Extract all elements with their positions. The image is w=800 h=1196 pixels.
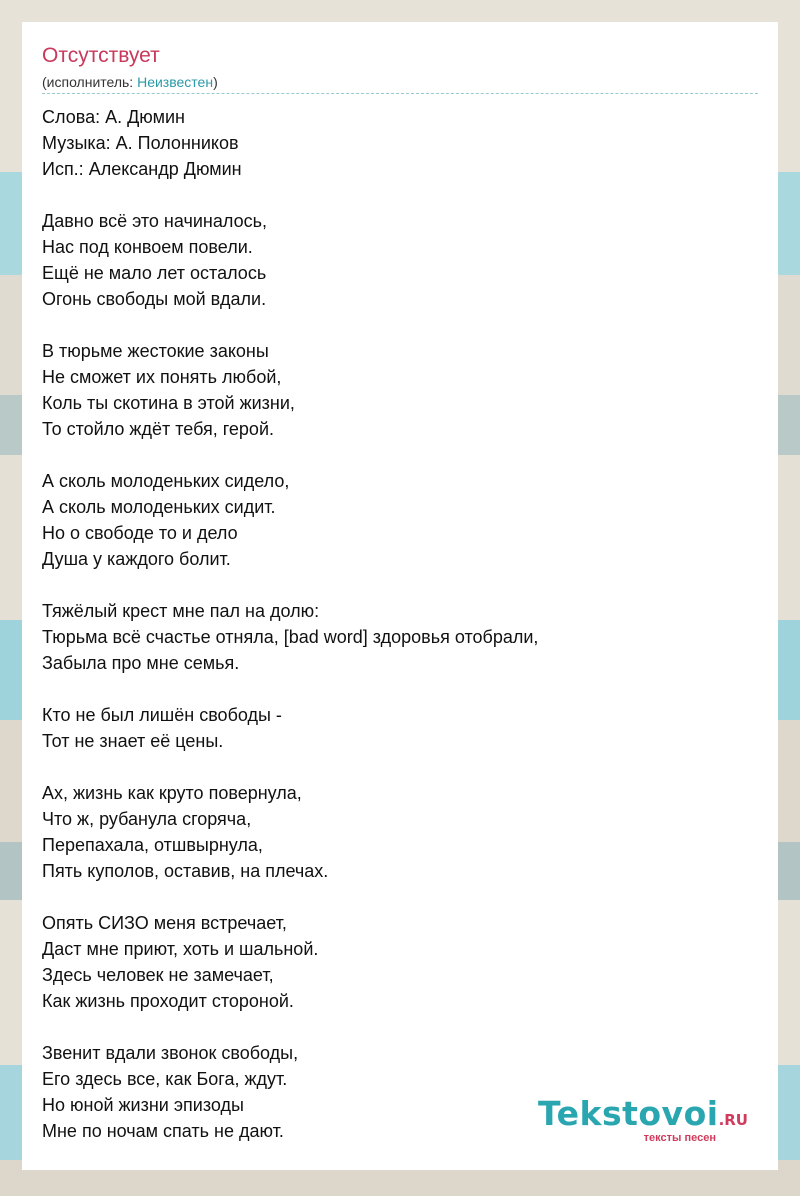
lyrics-line	[42, 754, 762, 780]
lyrics-line: Забыла про мне семья.	[42, 653, 240, 673]
lyrics-line: Ах, жизнь как круто повернула,	[42, 783, 302, 803]
lyrics-text	[42, 104, 762, 1144]
lyrics-line: То стойло ждёт тебя, герой.	[42, 419, 274, 439]
lyrics-line: Исп.: Александр Дюмин	[42, 159, 242, 179]
lyrics-line: А сколь молоденьких сидело,	[42, 471, 290, 491]
lyrics-line: Музыка: А. Полонников	[42, 133, 239, 153]
artist-suffix: )	[213, 74, 218, 90]
lyrics-line: Его здесь все, как Бога, ждут.	[42, 1069, 288, 1089]
lyrics-line	[42, 312, 762, 338]
lyrics-line	[42, 572, 762, 598]
logo-tagline: тексты песен	[643, 1132, 716, 1144]
lyrics-line	[42, 1014, 762, 1040]
logo-tld: .RU	[718, 1111, 748, 1129]
lyrics-line: Перепахала, отшвырнула,	[42, 835, 263, 855]
lyrics-line: Тюрьма всё счастье отняла, [bad word] здоровья отобрали,	[42, 627, 539, 647]
divider	[42, 93, 758, 94]
lyrics-line	[42, 676, 762, 702]
logo-name: Tekstovoi	[538, 1094, 719, 1133]
lyrics-line: Не сможет их понять любой,	[42, 367, 282, 387]
lyrics-line: В тюрьме жестокие законы	[42, 341, 269, 361]
lyrics-line: Пять куполов, оставив, на плечах.	[42, 861, 329, 881]
lyrics-line: Мне по ночам спать не дают.	[42, 1121, 284, 1141]
lyrics-line	[42, 182, 762, 208]
lyrics-line	[42, 442, 762, 468]
lyrics-line: Коль ты скотина в этой жизни,	[42, 393, 295, 413]
artist-prefix: (исполнитель:	[42, 74, 138, 90]
lyrics-line: А сколь молоденьких сидит.	[42, 497, 276, 517]
lyrics-line: Даст мне приют, хоть и шальной.	[42, 939, 319, 959]
lyrics-card	[22, 22, 778, 1170]
lyrics-line: Звенит вдали звонок свободы,	[42, 1043, 299, 1063]
lyrics-line: Тяжёлый крест мне пал на долю:	[42, 601, 320, 621]
lyrics-line: Давно всё это начиналось,	[42, 211, 267, 231]
lyrics-line: Что ж, рубанула сгоряча,	[42, 809, 252, 829]
artist-line	[42, 73, 218, 91]
lyrics-line: Как жизнь проходит стороной.	[42, 991, 294, 1011]
lyrics-line: Кто не был лишён свободы -	[42, 705, 282, 725]
song-title: Отсутствует	[42, 44, 160, 67]
lyrics-line: Душа у каждого болит.	[42, 549, 231, 569]
lyrics-line: Но юной жизни эпизоды	[42, 1095, 244, 1115]
lyrics-line: Огонь свободы мой вдали.	[42, 289, 267, 309]
lyrics-line: Опять СИЗО меня встречает,	[42, 913, 287, 933]
lyrics-line	[42, 884, 762, 910]
site-logo[interactable]	[538, 1096, 748, 1144]
artist-link[interactable]: Неизвестен	[137, 74, 214, 90]
lyrics-line: Нас под конвоем повели.	[42, 237, 253, 257]
lyrics-line: Здесь человек не замечает,	[42, 965, 274, 985]
lyrics-line: Но о свободе то и дело	[42, 523, 238, 543]
lyrics-line: Ещё не мало лет осталось	[42, 263, 267, 283]
lyrics-line: Слова: А. Дюмин	[42, 107, 185, 127]
lyrics-line: Тот не знает её цены.	[42, 731, 224, 751]
